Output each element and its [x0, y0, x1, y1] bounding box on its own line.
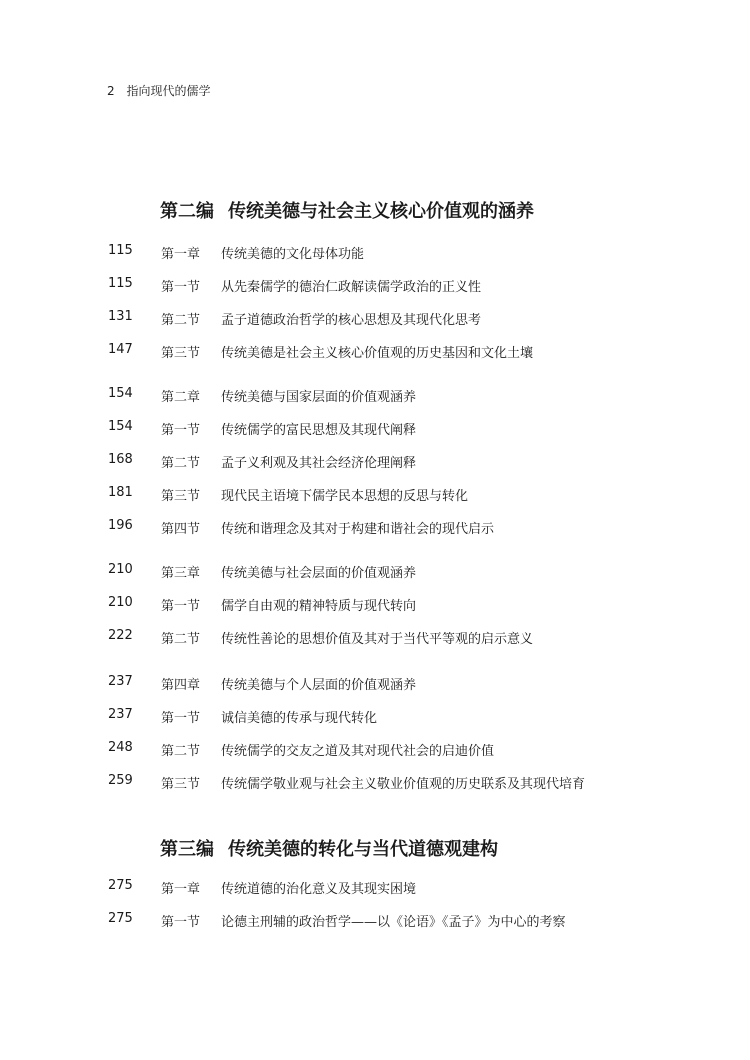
- toc-chapter-entry[interactable]: [0, 562, 750, 582]
- toc-section-entry[interactable]: [0, 707, 750, 727]
- part-label: 第二编: [160, 201, 214, 222]
- toc-section-entry[interactable]: [0, 419, 750, 439]
- toc-page-number: 181: [108, 485, 133, 500]
- toc-entry-title: 传统美德是社会主义核心价值观的历史基因和文化土壤: [221, 346, 534, 361]
- toc-entry-label: 第二节: [161, 313, 201, 328]
- header-page-number: 2: [107, 84, 115, 98]
- toc-section-entry[interactable]: [0, 911, 750, 931]
- toc-section-entry[interactable]: [0, 452, 750, 472]
- toc-entry-title: 孟子道德政治哲学的核心思想及其现代化思考: [221, 313, 482, 328]
- toc-page-number: 275: [108, 911, 133, 926]
- toc-entry-title: 传统儒学的交友之道及其对现代社会的启迪价值: [221, 744, 495, 759]
- toc-chapter-entry[interactable]: [0, 674, 750, 694]
- toc-entry-label: 第一节: [161, 280, 201, 295]
- part-label: 第三编: [160, 839, 214, 860]
- toc-entry-title: 传统和谐理念及其对于构建和谐社会的现代启示: [221, 522, 495, 537]
- toc-section-entry[interactable]: [0, 740, 750, 760]
- toc-entry-label: 第三章: [161, 566, 201, 581]
- toc-page-number: 248: [108, 740, 133, 755]
- toc-entry-title: 传统儒学敬业观与社会主义敬业价值观的历史联系及其现代培育: [221, 777, 586, 792]
- toc-entry-label: 第二节: [161, 744, 201, 759]
- toc-entry-label: 第一节: [161, 423, 201, 438]
- toc-section-entry[interactable]: [0, 309, 750, 329]
- toc-entry-title: 传统美德的文化母体功能: [221, 247, 365, 262]
- toc-page-number: 168: [108, 452, 133, 467]
- toc-entry-label: 第三节: [161, 777, 201, 792]
- toc-page-number: 154: [108, 419, 133, 434]
- toc-entry-title: 传统性善论的思想价值及其对于当代平等观的启示意义: [221, 632, 534, 647]
- toc-section-entry[interactable]: [0, 518, 750, 538]
- part-title: [160, 197, 534, 223]
- toc-entry-title: 从先秦儒学的德治仁政解读儒学政治的正义性: [221, 280, 482, 295]
- toc-entry-label: 第三节: [161, 489, 201, 504]
- toc-page-number: 259: [108, 773, 133, 788]
- toc-chapter-entry[interactable]: [0, 386, 750, 406]
- toc-entry-label: 第二章: [161, 390, 201, 405]
- toc-page-number: 275: [108, 878, 133, 893]
- toc-section-entry[interactable]: [0, 276, 750, 296]
- toc-entry-title: 传统美德与社会层面的价值观涵养: [221, 566, 417, 581]
- toc-page-number: 237: [108, 707, 133, 722]
- toc-page-number: 210: [108, 562, 133, 577]
- toc-entry-title: 孟子义利观及其社会经济伦理阐释: [221, 456, 417, 471]
- toc-entry-title: 传统美德与个人层面的价值观涵养: [221, 678, 417, 693]
- part-name: 传统美德的转化与当代道德观建构: [228, 839, 498, 860]
- toc-page-number: 222: [108, 628, 133, 643]
- toc-entry-title: 传统美德与国家层面的价值观涵养: [221, 390, 417, 405]
- part-title: [160, 835, 498, 861]
- header-book-title: 指向现代的儒学: [126, 84, 211, 98]
- toc-entry-label: 第一节: [161, 599, 201, 614]
- toc-entry-label: 第二节: [161, 632, 201, 647]
- toc-entry-title: 诚信美德的传承与现代转化: [221, 711, 378, 726]
- part-name: 传统美德与社会主义核心价值观的涵养: [228, 201, 534, 222]
- toc-section-entry[interactable]: [0, 628, 750, 648]
- toc-page-number: 196: [108, 518, 133, 533]
- toc-section-entry[interactable]: [0, 485, 750, 505]
- toc-chapter-entry[interactable]: [0, 243, 750, 263]
- toc-section-entry[interactable]: [0, 773, 750, 793]
- toc-page-number: 115: [108, 276, 133, 291]
- toc-page-number: 147: [108, 342, 133, 357]
- toc-section-entry[interactable]: [0, 342, 750, 362]
- toc-entry-label: 第二节: [161, 456, 201, 471]
- toc-page-number: 154: [108, 386, 133, 401]
- toc-page-number: 237: [108, 674, 133, 689]
- toc-entry-title: 现代民主语境下儒学民本思想的反思与转化: [221, 489, 469, 504]
- toc-entry-title: 传统道德的治化意义及其现实困境: [221, 882, 417, 897]
- toc-entry-label: 第一章: [161, 882, 201, 897]
- toc-entry-title: 传统儒学的富民思想及其现代阐释: [221, 423, 417, 438]
- toc-entry-label: 第一章: [161, 247, 201, 262]
- toc-entry-label: 第一节: [161, 711, 201, 726]
- toc-entry-title: 论德主刑辅的政治哲学——以《论语》《孟子》为中心的考察: [221, 915, 566, 930]
- toc-entry-label: 第三节: [161, 346, 201, 361]
- toc-entry-label: 第一节: [161, 915, 201, 930]
- toc-page-number: 115: [108, 243, 133, 258]
- toc-entry-label: 第四章: [161, 678, 201, 693]
- running-head: [107, 82, 210, 99]
- toc-chapter-entry[interactable]: [0, 878, 750, 898]
- toc-page-number: 131: [108, 309, 133, 324]
- toc-entry-title: 儒学自由观的精神特质与现代转向: [221, 599, 417, 614]
- toc-entry-label: 第四节: [161, 522, 201, 537]
- toc-page-number: 210: [108, 595, 133, 610]
- toc-section-entry[interactable]: [0, 595, 750, 615]
